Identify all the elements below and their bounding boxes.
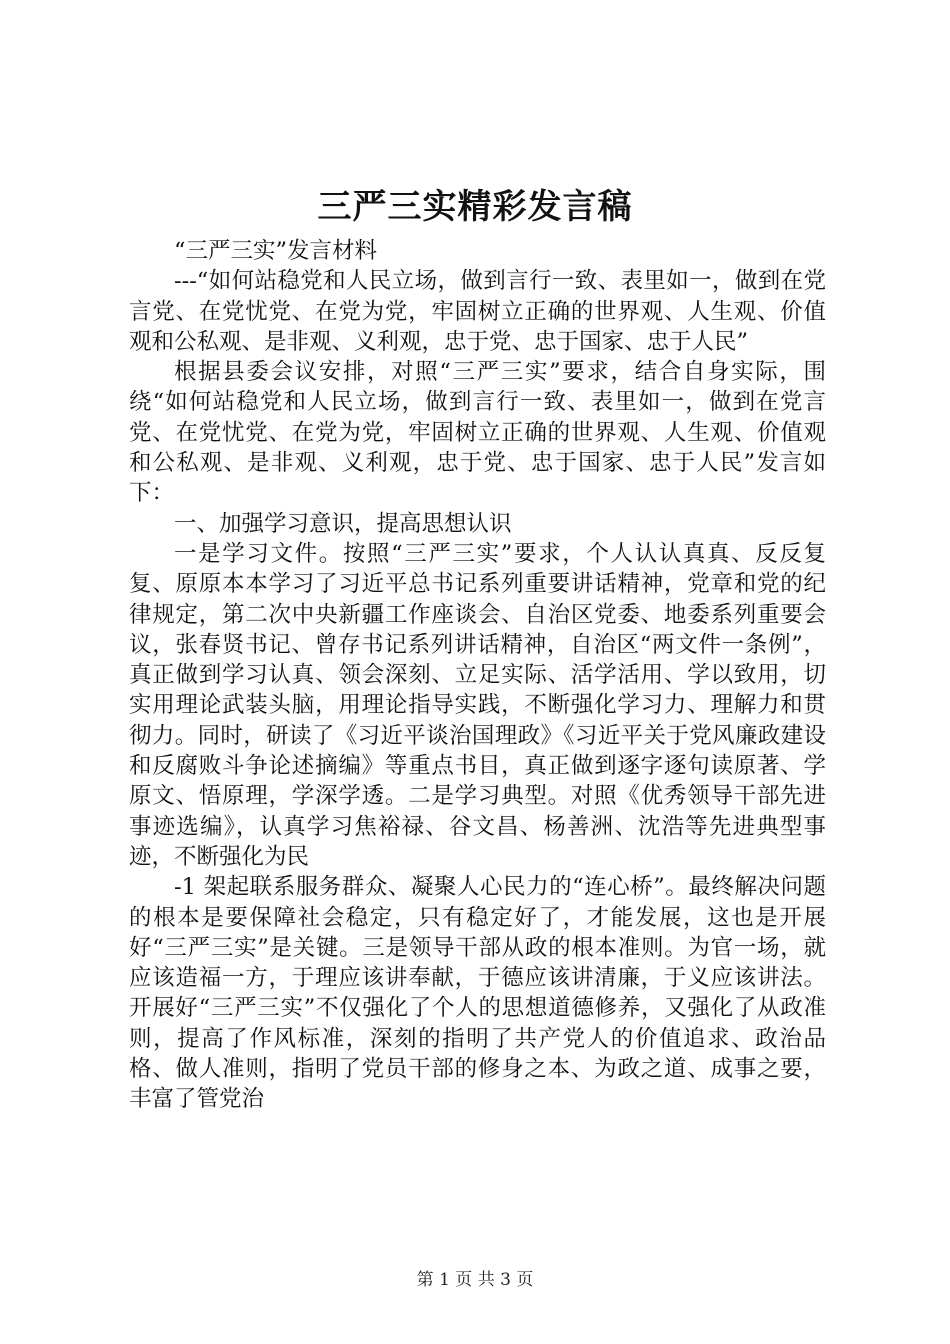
section-heading-1: 一、加强学习意识，提高思想认识 [174,510,512,537]
page-footer: 第 1 页 共 3 页 [416,1270,534,1290]
paragraph-intro: 根据县委会议安排，对照“三严三实”要求，结合自身实际，围绕“如何站稳党和人民立场，做到言行一致、表里如一，做到在党言党、在党忧党、在党为党，牢固树立正确的世界观、人生观、价值观和公私观、是非观、义利观，忠于党、忠于国家、忠于人民”发言如下： [129,359,826,507]
paragraph-topic: ---“如何站稳党和人民立场，做到言行一致、表里如一，做到在党言党、在党忧党、在党为党，牢固树立正确的世界观、人生观、价值观和公私观、是非观、义利观，忠于党、忠于国家、忠于人民” [129,268,826,355]
paragraph-subtitle: “三严三实”发言材料 [174,238,378,264]
document-body [129,236,826,1115]
paragraph-study: 一是学习文件。按照“三严三实”要求，个人认认真真、反反复复、原原本本学习了习近平总书记系列重要讲话精神，党章和党的纪律规定，第二次中央新疆工作座谈会、自治区党委、地委系列重要会议，张春贤书记、曾存书记系列讲话精神，自治区“两文件一条例”，真正做到学习认真、领会深刻、立足实际、活学活用、学以致用，切实用理论武装头脑，用理论指导实践，不断强化学习力、理解力和贯彻力。同时，研读了《习近平谈治国理政》《习近平关于党风廉政建设和反腐败斗争论述摘编》等重点书目，真正做到逐字逐句读原著、学原文、悟原理，学深学透。二是学习典型。对照《优秀领导干部先进事迹选编》，认真学习焦裕禄、谷文昌、杨善洲、沈浩等先进典型事迹，不断强化为民 [129,540,826,870]
paragraph-continuation: -1 架起联系服务群众、凝聚人心民力的“连心桥”。最终解决问题的根本是要保障社会稳定，只有稳定好了，才能发展，这也是开展好“三严三实”是关键。三是领导干部从政的根本准则。为官一场，就应该造福一方，于理应该讲奉献，于德应该讲清廉，于义应该讲法。开展好“三严三实”不仅强化了个人的思想道德修养，又强化了从政准则，提高了作风标准，深刻的指明了共产党人的价值追求、政治品格、做人准则，指明了党员干部的修身之本、为政之道、成事之要，丰富了管党治 [129,874,826,1113]
document-title: 三严三实精彩发言稿 [317,187,633,227]
